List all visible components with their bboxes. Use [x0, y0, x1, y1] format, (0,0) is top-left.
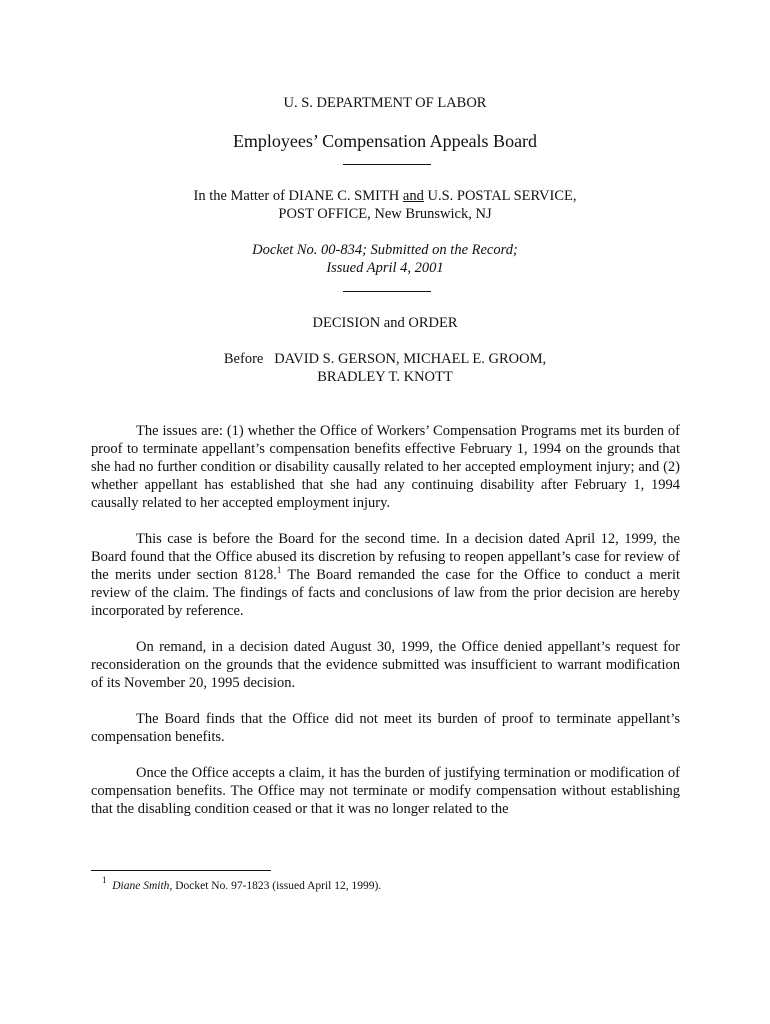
matter-line-1 [0, 187, 770, 205]
paragraph-history-text-2: The Board remanded the case for the Office to conduct a merit review of the claim. The findings of facts and conclusions of law from the prior decision are hereby incorporated by reference. [91, 567, 680, 619]
decision-title: DECISION and ORDER [312, 315, 458, 331]
paragraph-issues: The issues are: (1) whether the Office of Workers’ Compensation Programs met its burden of proof to terminate appellant’s compensation benefits effective February 1, 1994 on the grounds that she had no further condition or disability causally related to her accepted employment injury; and (2) whether appellant has established that she had any continuing disability after February 1, 1994 causally related to her accepted employment injury. [91, 423, 680, 511]
docket-divider [343, 291, 431, 292]
matter-suffix: U.S. POSTAL SERVICE, [423, 188, 577, 204]
paragraph-burden: Once the Office accepts a claim, it has the burden of justifying termination or modification of compensation benefits. The Office may not terminate or modify compensation without establishing that the disabling condition ceased or that it was no longer related to the [91, 765, 680, 817]
footnote-case-name: Diane Smith [112, 880, 170, 892]
footnote-text: , Docket No. 97-1823 (issued April 12, 1999). [169, 880, 382, 892]
footnote [102, 877, 381, 895]
matter-and: and [402, 188, 424, 204]
matter-line-2: POST OFFICE, New Brunswick, NJ [278, 206, 492, 222]
panel-line-2: BRADLEY T. KNOTT [317, 369, 453, 385]
agency-heading: U. S. DEPARTMENT OF LABOR [283, 95, 487, 111]
panel-line-1: Before DAVID S. GERSON, MICHAEL E. GROOM, [223, 351, 547, 367]
footnote-divider [91, 870, 271, 871]
board-title: Employees’ Compensation Appeals Board [232, 131, 538, 151]
paragraph-history [91, 530, 680, 620]
opinion-body [91, 422, 680, 818]
paragraph-remand: On remand, in a decision dated August 30, 1999, the Office denied appellant’s request for reconsideration on the grounds that the evidence submitted was insufficient to warrant modification of its November 20, 1995 decision. [91, 639, 680, 691]
matter-prefix: In the Matter of DIANE C. SMITH [193, 188, 403, 204]
footnote-marker: 1 [102, 875, 107, 885]
docket-line-1: Docket No. 00-834; Submitted on the Record; [252, 242, 518, 258]
paragraph-history-text: This case is before the Board for the second time. In a decision dated April 12, 1999, the Board found that the Office abused its discretion by refusing to reopen appellant’s case for review of the merits under section 8128. [91, 531, 680, 583]
footnote-reference: 1 [276, 565, 282, 575]
heading-divider [343, 164, 431, 165]
paragraph-finding: The Board finds that the Office did not meet its burden of proof to terminate appellant’s compensation benefits. [91, 711, 680, 745]
docket-line-2: Issued April 4, 2001 [326, 260, 444, 276]
